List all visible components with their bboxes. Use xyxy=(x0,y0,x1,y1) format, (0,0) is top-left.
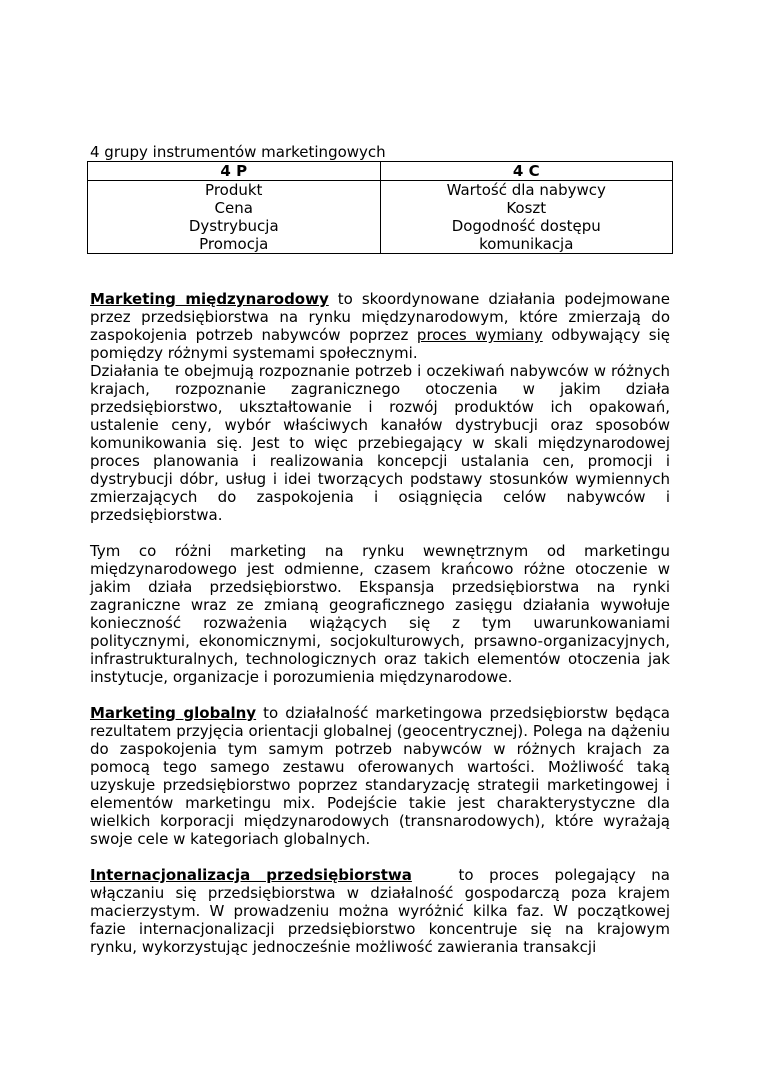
table-header-row xyxy=(88,162,673,181)
internac-text: to proces polegający na włączaniu się przedsiębiorstwa w działalność gospodarczą poza krajem macierzystym. W prowadzeniu można wyróżnić kilka faz. W początkowej fazie internacjonalizacji przedsiębiorstwo koncentruje się na krajowym rynku, wykorzystując jednocześnie możliwość zawierania transakcji xyxy=(90,866,675,956)
intl-text-b: odbywający się pomiędzy różnymi systemami społecznymi. xyxy=(90,326,670,362)
term-internacjonalizacja: Internacjonalizacja przedsiębiorstwa xyxy=(90,866,412,884)
cell-produkt: Produkt xyxy=(205,181,263,199)
cell-dystrybucja: Dystrybucja xyxy=(188,217,279,235)
header-4p: 4 P xyxy=(88,162,381,181)
internationalization-paragraph xyxy=(90,866,675,956)
table-caption: 4 grupy instrumentów marketingowych xyxy=(90,143,386,161)
cell-dogodnosc: Dogodność dostępu xyxy=(451,217,601,235)
table-row xyxy=(88,181,673,254)
term-marketing-miedzynarodowy: Marketing międzynarodowy xyxy=(90,290,329,308)
global-marketing-paragraph xyxy=(90,704,670,848)
cell-komunikacja: komunikacja xyxy=(479,235,574,253)
cell-wartosc: Wartość dla nabywcy xyxy=(446,181,606,199)
global-text: to działalność marketingowa przedsiębiorstw będąca rezultatem przyjęcia orientacji globalnej (geocentrycznej). Polega na dążeniu do zaspokojenia tym samym potrzeb nabywców w różnych krajach za pomocą tego samego zestawu oferowanych wartości. Możliwość taką uzyskuje przedsiębiorstwo poprzez standaryzację strategii marketingowej i elementów marketingu mix. Podejście takie jest charakterystyczne dla wielkich korporacji międzynarodowych (transnarodowych), które wyrażają swoje cele w kategoriach globalnych. xyxy=(90,704,670,848)
instruments-table xyxy=(87,161,673,254)
header-4c: 4 C xyxy=(380,162,673,181)
cell-promocja: Promocja xyxy=(199,235,269,253)
document-body xyxy=(90,143,675,956)
cell-cena: Cena xyxy=(214,199,253,217)
column-4c xyxy=(380,181,673,254)
intl-activities-paragraph: Działania te obejmują rozpoznanie potrzeb i oczekiwań nabywców w różnych krajach, rozpoznanie zagranicznego otoczenia w jakim działa przedsiębiorstwo, ukształtowanie i rozwój produktów ich opakowań, ustalenie ceny, wybór właściwych kanałów dystrybucji oraz sposobów komunikowania się. Jest to więc przebiegający w skali międzynarodowej proces planowania i realizowania koncepcji ustalania cen, promocji i dystrybucji dóbr, usług i idei tworzących podstawy stosunków wymiennych zmierzających do zaspokojenia i osiągnięcia celów nabywców i przedsiębiorstwa. xyxy=(90,362,670,524)
cell-koszt: Koszt xyxy=(506,199,547,217)
intl-text-a: to skoordynowane działania podejmowane przez przedsiębiorstwa na rynku międzynarodowym, które zmierzają do zaspokojenia potrzeb nabywców poprzez xyxy=(90,290,670,344)
term-marketing-globalny: Marketing globalny xyxy=(90,704,257,722)
intl-difference-paragraph: Tym co różni marketing na rynku wewnętrznym od marketingu międzynarodowego jest odmienne, czasem krańcowo różne otoczenie w jakim działa przedsiębiorstwo. Ekspansja przedsiębiorstwa na rynki zagraniczne wraz ze zmianą geograficznego zasięgu działania wywołuje konieczność rozważenia wiążących się z tym uwarunkowaniami politycznymi, ekonomicznymi, socjokulturowych, prsawno-organizacyjnych, infrastrukturalnych, technologicznych oraz takich elementów otoczenia jak instytucje, organizacje i porozumienia międzynarodowe. xyxy=(90,542,670,686)
column-4p xyxy=(88,181,381,254)
proces-wymiany-link[interactable]: proces wymiany xyxy=(416,326,543,344)
intl-marketing-paragraph xyxy=(90,290,670,362)
